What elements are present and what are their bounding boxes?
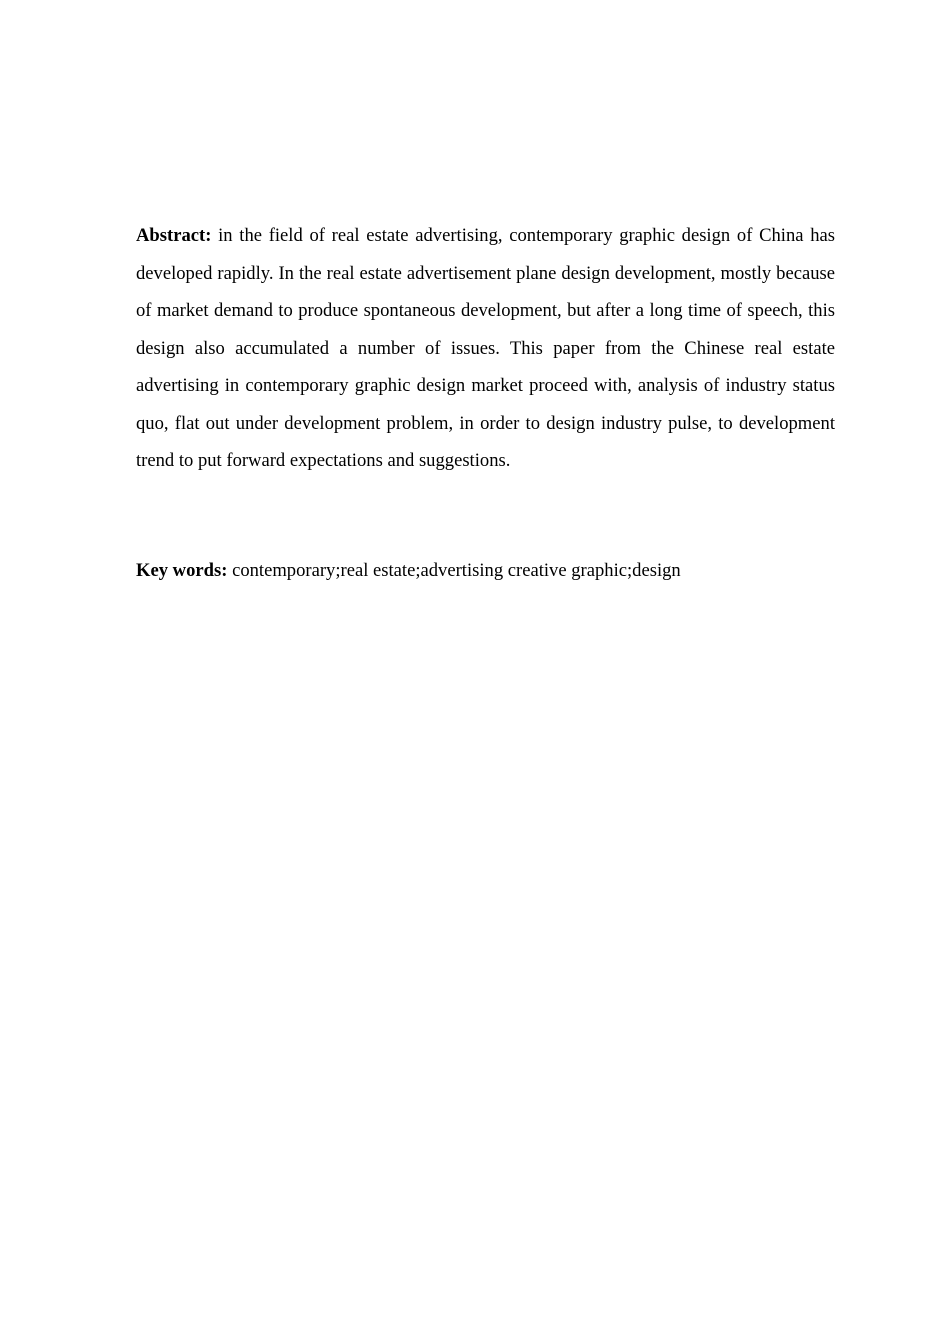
keywords-paragraph (136, 552, 835, 590)
keywords-text: contemporary;real estate;advertising creative graphic;design (232, 560, 681, 581)
abstract-label: Abstract: (136, 225, 212, 246)
abstract-paragraph (136, 217, 835, 480)
keywords-label: Key words: (136, 560, 228, 581)
abstract-text: in the field of real estate advertising, contemporary graphic design of China has developed rapidly. In the real estate advertisement plane design development, mostly because of market demand to produce spontaneous development, but after a long time of speech, this design also accumulated a number of issues. This paper from the Chinese real estate advertising in contemporary graphic design market proceed with, analysis of industry status quo, flat out under development problem, in order to design industry pulse, to development trend to put forward expectations and suggestions. (136, 225, 835, 471)
